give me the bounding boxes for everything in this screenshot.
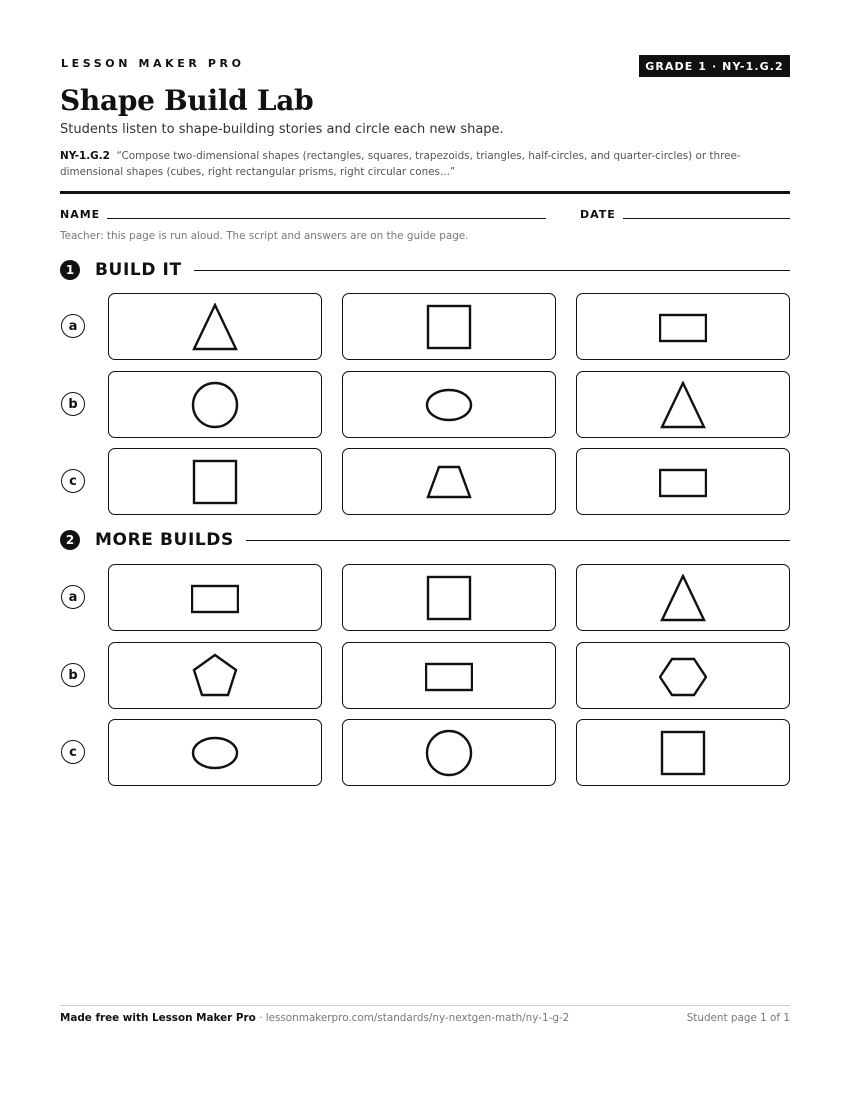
shape-choice-box[interactable] — [342, 564, 556, 631]
circle-icon — [425, 729, 473, 777]
shape-choice-box[interactable] — [342, 371, 556, 438]
square-icon — [425, 574, 473, 622]
shape-choice-box[interactable] — [342, 293, 556, 360]
shape-choice-box[interactable] — [342, 448, 556, 515]
section-header — [60, 258, 790, 282]
shape-choice-box[interactable] — [108, 371, 322, 438]
date-label: DATE — [580, 208, 616, 221]
triangle-icon — [659, 381, 707, 429]
row-letter: a — [61, 314, 85, 338]
hexagon-icon — [659, 652, 707, 700]
shape-choice-box[interactable] — [576, 642, 790, 709]
brand-name: LESSON MAKER PRO — [61, 57, 245, 70]
oval-icon — [425, 381, 473, 429]
row-letter: b — [61, 663, 85, 687]
shape-choice-box[interactable] — [108, 642, 322, 709]
footer-page-number: Student page 1 of 1 — [686, 1012, 790, 1024]
shape-choice-box[interactable] — [108, 564, 322, 631]
standard-code: NY-1.G.2 — [60, 150, 110, 162]
row-letter: c — [61, 469, 85, 493]
rectangle-icon — [425, 652, 473, 700]
row-letter: a — [61, 585, 85, 609]
standard-text: “Compose two-dimensional shapes (rectangles, squares, trapezoids, triangles, half-circles, and quarter-circles) or three-dimensional shapes (cubes, right rectangular prisms, right circular cones...” — [60, 150, 741, 178]
section-rule — [194, 270, 790, 271]
name-label: NAME — [60, 208, 101, 221]
shape-choice-box[interactable] — [576, 371, 790, 438]
circle-icon — [191, 381, 239, 429]
section-number: 1 — [60, 260, 80, 280]
rectangle-icon — [191, 574, 239, 622]
rectangle-icon — [659, 303, 707, 351]
row-letter: b — [61, 392, 85, 416]
shape-choice-box[interactable] — [342, 719, 556, 786]
triangle-icon — [659, 574, 707, 622]
page-title: Shape Build Lab — [60, 84, 314, 117]
shape-choice-box[interactable] — [576, 719, 790, 786]
shape-choice-box[interactable] — [108, 293, 322, 360]
square-icon — [659, 729, 707, 777]
section-number: 2 — [60, 530, 80, 550]
section-title: BUILD IT — [95, 260, 182, 280]
footer-url[interactable]: · lessonmakerpro.com/standards/ny-nextgen-math/ny-1-g-2 — [255, 1012, 570, 1024]
section-header — [60, 528, 790, 552]
footer-made-with: Made free with Lesson Maker Pro — [60, 1012, 256, 1024]
section-title: MORE BUILDS — [95, 530, 234, 550]
row-letter: c — [61, 740, 85, 764]
date-field[interactable] — [623, 218, 790, 219]
pentagon-icon — [191, 652, 239, 700]
shape-choice-box[interactable] — [576, 293, 790, 360]
triangle-icon — [191, 303, 239, 351]
section-rule — [246, 540, 790, 541]
trapezoid-icon — [425, 458, 473, 506]
square-icon — [425, 303, 473, 351]
grade-standard-badge: GRADE 1 · NY-1.G.2 — [639, 55, 790, 77]
square-icon — [191, 458, 239, 506]
shape-choice-box[interactable] — [576, 564, 790, 631]
page-subtitle: Students listen to shape-building stories and circle each new shape. — [60, 122, 504, 137]
oval-icon — [191, 729, 239, 777]
shape-choice-box[interactable] — [342, 642, 556, 709]
shape-choice-box[interactable] — [576, 448, 790, 515]
teacher-note: Teacher: this page is run aloud. The script and answers are on the guide page. — [60, 230, 469, 242]
name-field[interactable] — [107, 218, 546, 219]
shape-choice-box[interactable] — [108, 448, 322, 515]
footer-rule — [60, 1005, 790, 1006]
header-rule — [60, 191, 790, 194]
standard-description — [60, 148, 780, 180]
footer-credit — [60, 1012, 569, 1024]
rectangle-icon — [659, 458, 707, 506]
shape-choice-box[interactable] — [108, 719, 322, 786]
